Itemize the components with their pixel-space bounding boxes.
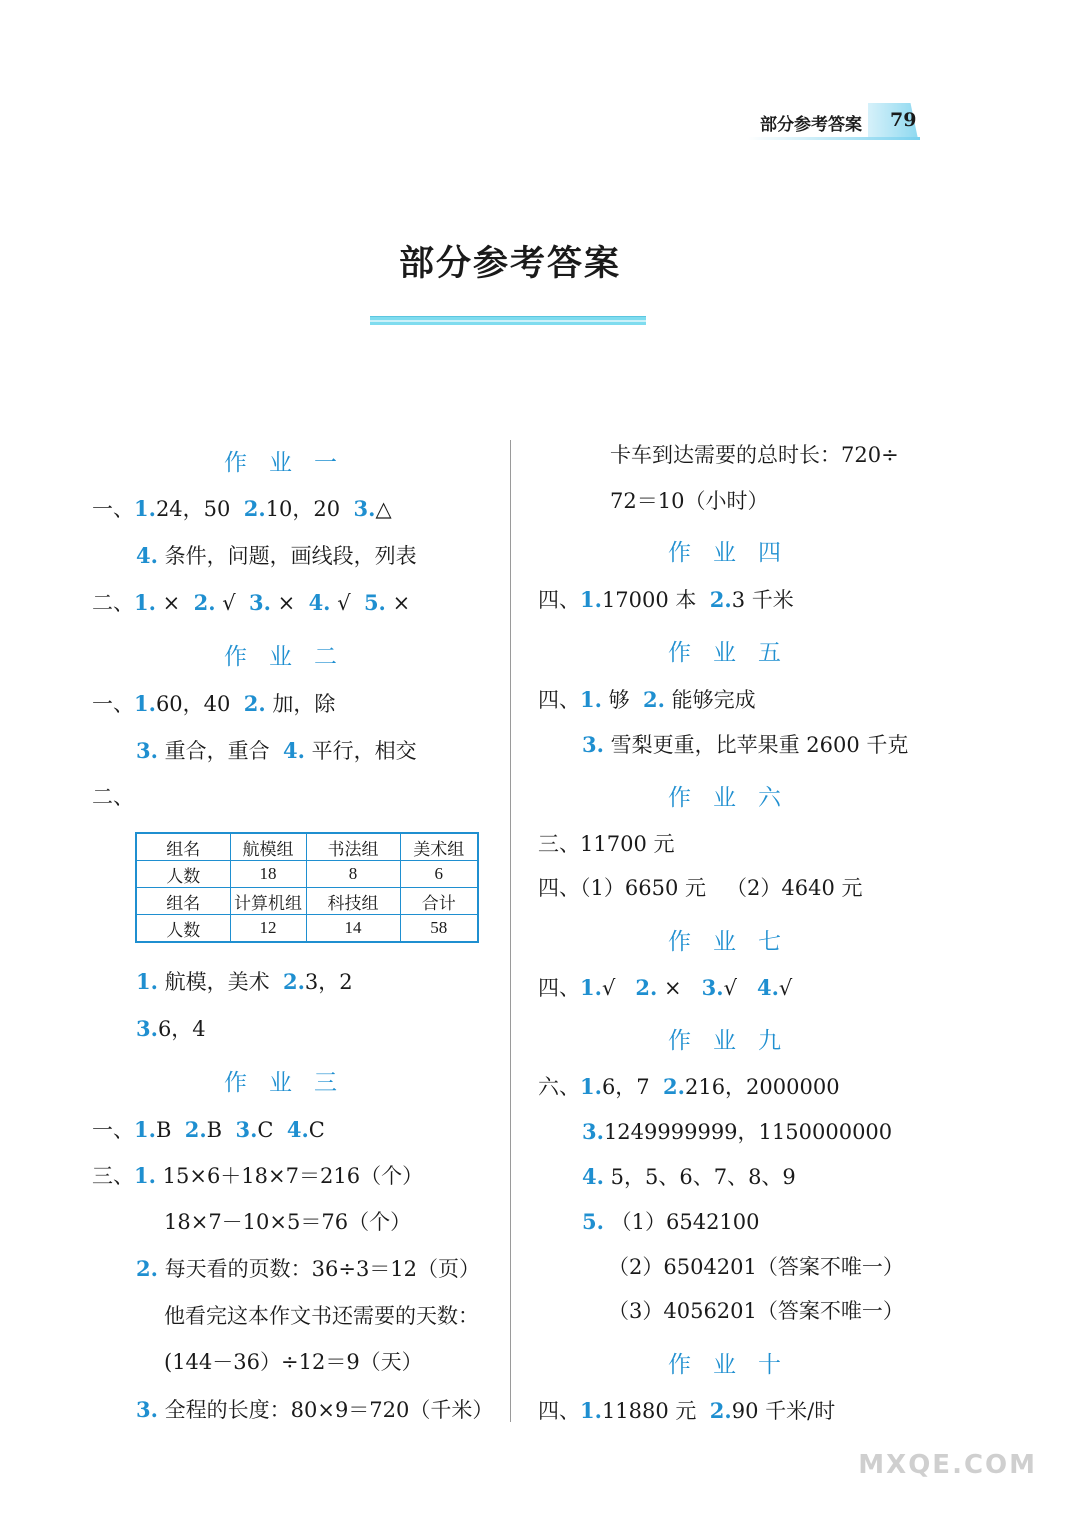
answer-line: 3. 全程的长度：80×9＝720（千米） — [136, 1397, 494, 1422]
watermark-logo: MXQE.COM — [858, 1450, 1037, 1480]
page-number: 79 — [890, 109, 917, 131]
answer-line: 1. 航模，美术 2.3，2 — [136, 969, 353, 994]
table-cell: 14 — [306, 915, 400, 943]
answer-line: 四、1. 够 2. 能够完成 — [538, 687, 756, 712]
table-cell: 6 — [400, 861, 478, 888]
section-heading-1: 作业一 — [224, 450, 359, 476]
answer-line: 二、1. × 2. √ 3. × 4. √ 5. × — [92, 590, 411, 615]
table-cell: 人数 — [136, 915, 230, 943]
section-heading-4: 作业四 — [668, 540, 803, 566]
section-heading-5: 作业五 — [668, 640, 803, 666]
answer-line: 3.6，4 — [136, 1016, 206, 1041]
title-decoration-highlight — [370, 320, 646, 322]
section-heading-9: 作业九 — [668, 1028, 803, 1054]
table-cell: 18 — [230, 861, 306, 888]
answer-line: 72＝10（小时） — [610, 489, 769, 513]
table-cell: 人数 — [136, 861, 230, 888]
table-row — [136, 915, 478, 943]
answer-line: (144－36）÷12＝9（天） — [164, 1350, 423, 1374]
answer-line: 六、1.6，7 2.216，2000000 — [538, 1074, 840, 1099]
answer-line: 一、1.24，50 2.10，20 3.△ — [92, 496, 392, 521]
answer-line: （3）4056201（答案不唯一） — [608, 1299, 904, 1323]
answer-line: 2. 每天看的页数：36÷3＝12（页） — [136, 1256, 481, 1281]
header-underline — [748, 137, 920, 140]
table-cell: 计算机组 — [230, 888, 306, 915]
table-cell: 合计 — [400, 888, 478, 915]
answer-line: 4. 5，5、6、7、8、9 — [582, 1164, 796, 1189]
answer-line: 三、11700 元 — [538, 832, 675, 856]
section-heading-2: 作业二 — [224, 644, 359, 670]
column-divider — [510, 440, 511, 1422]
running-header-label: 部分参考答案 — [760, 115, 862, 135]
table-row — [136, 888, 478, 915]
table-row — [136, 861, 478, 888]
group-count-table — [135, 832, 479, 943]
answer-line: （2）6504201（答案不唯一） — [608, 1255, 904, 1279]
table-cell: 美术组 — [400, 833, 478, 861]
answer-line: 4. 条件，问题，画线段，列表 — [136, 543, 417, 568]
section-heading-7: 作业七 — [668, 929, 803, 955]
answer-line: 四、1.11880 元 2.90 千米/时 — [538, 1398, 836, 1423]
answer-line: 四、1.17000 本 2.3 千米 — [538, 587, 794, 612]
answer-line: 二、 — [92, 785, 134, 809]
table-cell: 8 — [306, 861, 400, 888]
table-cell: 组名 — [136, 833, 230, 861]
table-cell: 书法组 — [306, 833, 400, 861]
answer-line: 四、（1）6650 元 （2）4640 元 — [538, 876, 863, 900]
section-heading-10: 作业十 — [668, 1352, 803, 1378]
answer-line: 3. 重合，重合 4. 平行，相交 — [136, 738, 417, 763]
table-cell: 58 — [400, 915, 478, 943]
answer-line: 18×7－10×5＝76（个） — [164, 1210, 412, 1234]
answer-line: 3. 雪梨更重，比苹果重 2600 千克 — [582, 732, 909, 757]
page-title: 部分参考答案 — [398, 244, 621, 284]
table-cell: 科技组 — [306, 888, 400, 915]
answer-line: 一、1.60，40 2. 加，除 — [92, 691, 336, 716]
answer-line: 5. （1）6542100 — [582, 1209, 760, 1234]
section-heading-3: 作业三 — [224, 1070, 359, 1096]
table-cell: 12 — [230, 915, 306, 943]
table-row — [136, 833, 478, 861]
answer-line: 卡车到达需要的总时长：720÷ — [610, 443, 899, 467]
answer-line: 一、1.B 2.B 3.C 4.C — [92, 1117, 325, 1142]
answer-line: 3.1249999999，1150000000 — [582, 1119, 893, 1144]
answer-line: 三、1. 15×6＋18×7＝216（个） — [92, 1163, 424, 1188]
table-cell: 组名 — [136, 888, 230, 915]
answer-line: 四、1.√ 2. × 3.√ 4.√ — [538, 975, 793, 1000]
answer-line: 他看完这本作文书还需要的天数： — [164, 1304, 479, 1328]
section-heading-6: 作业六 — [668, 785, 803, 811]
table-cell: 航模组 — [230, 833, 306, 861]
